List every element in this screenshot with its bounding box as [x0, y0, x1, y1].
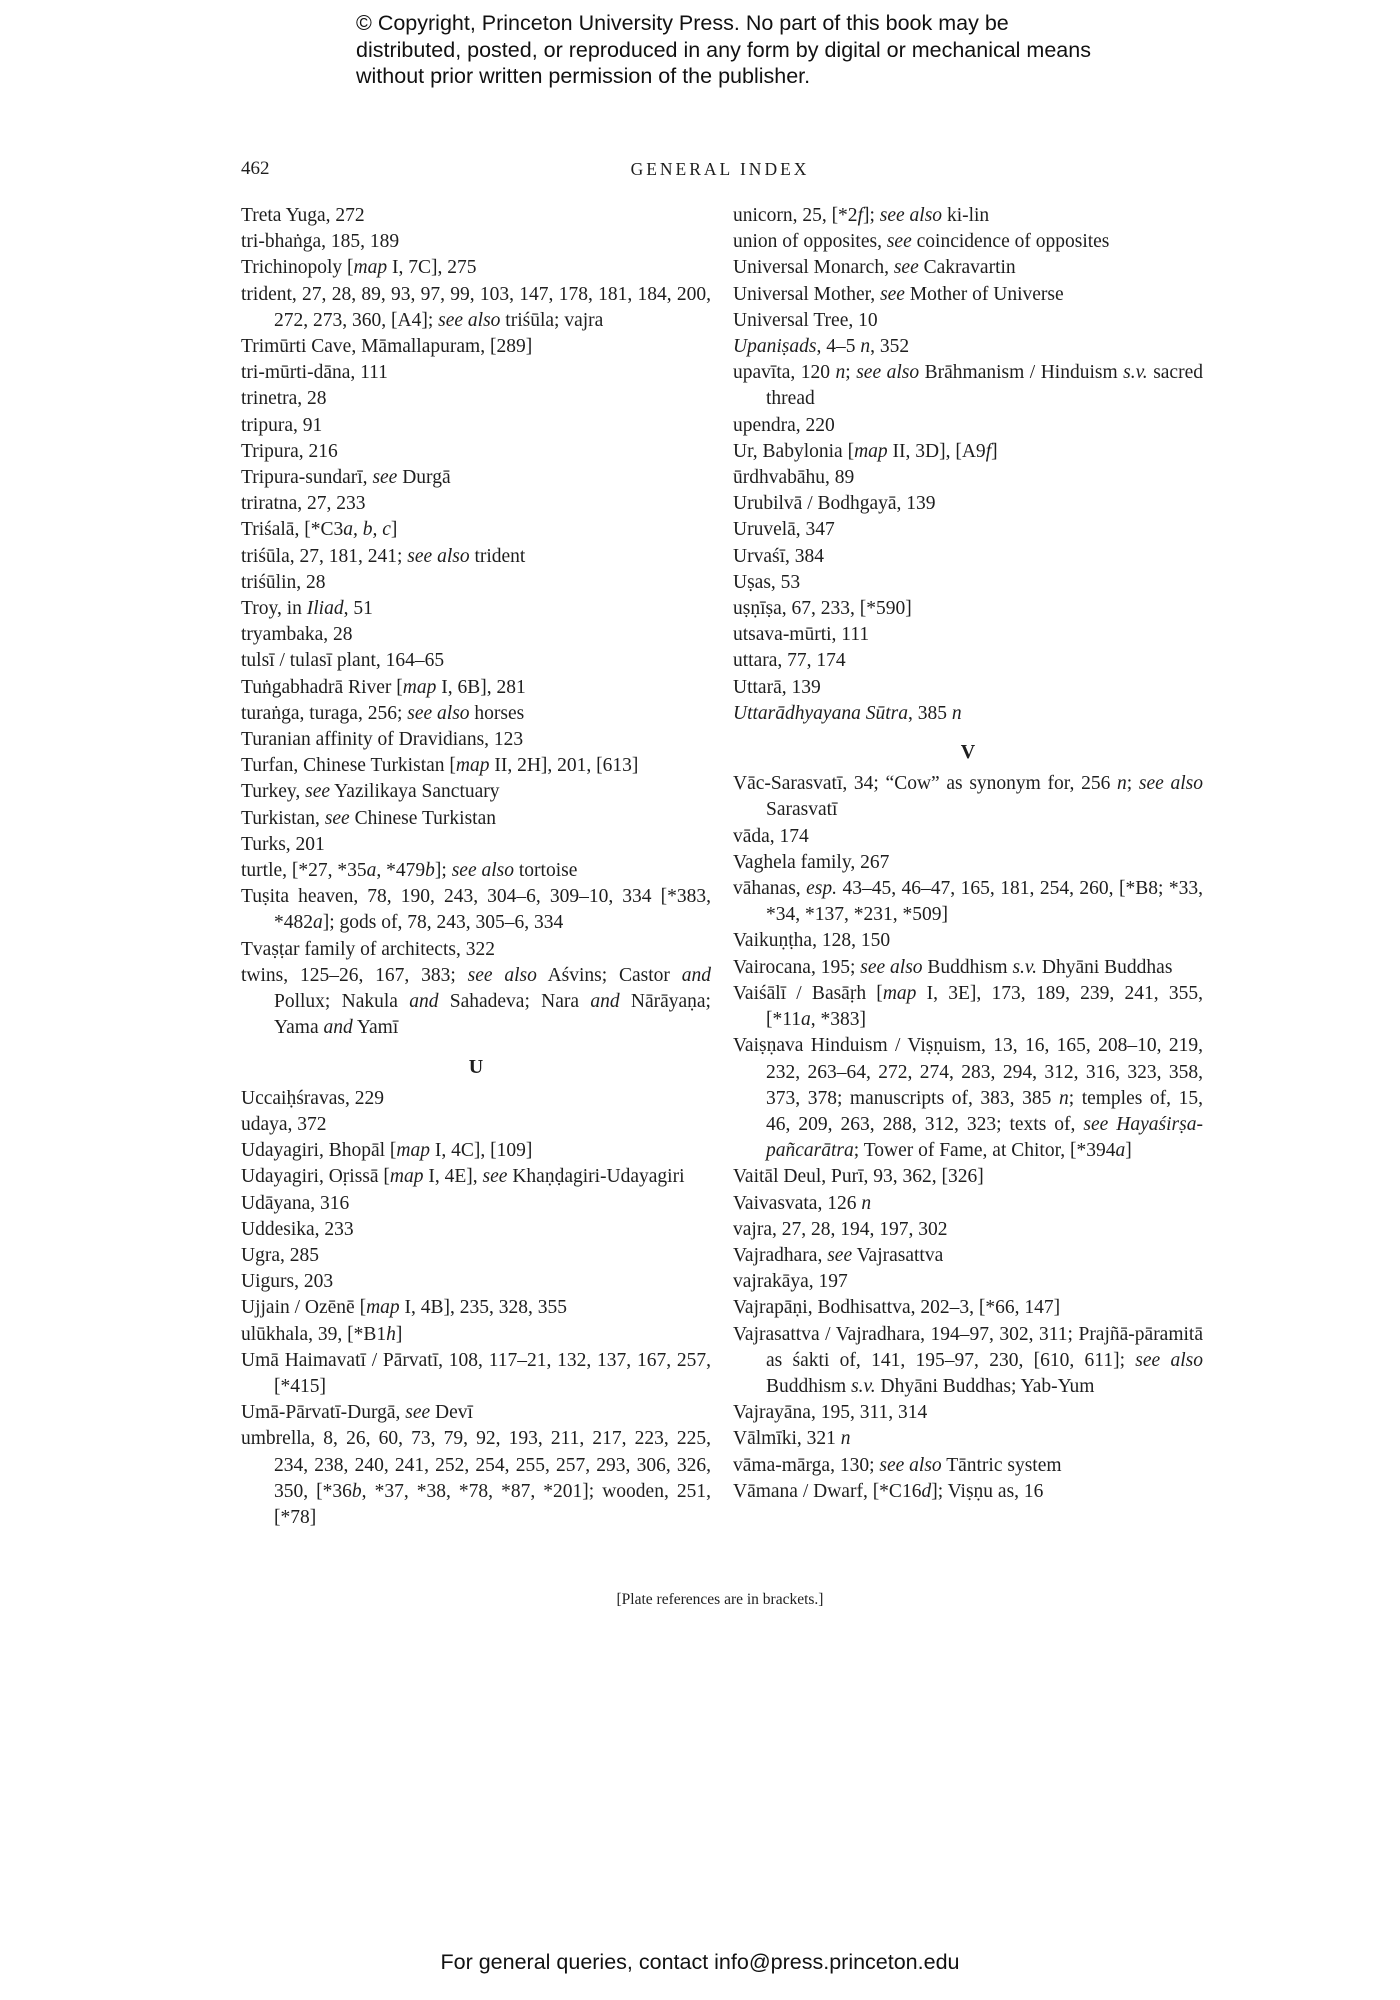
index-entry	[241, 596, 711, 622]
entry-text: uttara, 77, 174	[733, 650, 846, 672]
index-entry	[241, 779, 711, 805]
copyright-notice: © Copyright, Princeton University Press. No part of this book may be distributed, posted, or reproduced in any form by digital or mechanical means without prior written permission of the publisher.	[356, 11, 1091, 88]
entry-text: Vaitāl Deul, Purī, 93, 362, [326]	[733, 1166, 984, 1188]
entry-text: II, 3D], [A9	[887, 440, 986, 462]
index-entry	[733, 1295, 1203, 1321]
entry-text: a	[313, 912, 323, 934]
page-number: 462	[241, 158, 270, 179]
entry-text: map	[854, 440, 888, 462]
entry-text: Ur, Babylonia [	[733, 440, 855, 462]
entry-text: upendra, 220	[733, 414, 835, 436]
entry-text: Tuṣita heaven, 78, 190, 243, 304–6, 309–10, 334 [*383, *482	[241, 886, 711, 934]
entry-text: Vālmīki, 321	[733, 1428, 841, 1450]
index-entry	[733, 334, 1203, 360]
section-letter	[241, 1054, 711, 1080]
entry-text: see also	[467, 964, 537, 986]
entry-text: see also	[407, 702, 470, 724]
entry-text: ulūkhala, 39, [*B1	[241, 1323, 387, 1345]
entry-text: Mother of Universe	[904, 283, 1064, 305]
index-entry	[241, 465, 711, 491]
index-entry	[241, 832, 711, 858]
index-entry	[733, 255, 1203, 281]
index-entry	[241, 1191, 711, 1217]
entry-text: map	[402, 676, 437, 698]
entry-text: tri-bhaṅga, 185, 189	[241, 231, 400, 253]
index-entry	[733, 1164, 1203, 1190]
index-entry	[733, 465, 1203, 491]
index-entry	[241, 727, 711, 753]
index-entry	[241, 544, 711, 570]
index-entry	[241, 386, 711, 412]
entry-text: trident, 27, 28, 89, 93, 97, 99, 103, 147, 178, 181, 184, 200, 272, 273, 360, [A4];	[241, 283, 711, 331]
index-column-left	[241, 203, 711, 1531]
entry-text: map	[389, 1166, 424, 1188]
entry-text: triśūla; vajra	[500, 309, 604, 331]
entry-text: Vāc-Sarasvatī, 34; “Cow” as synonym for, 256	[733, 773, 1118, 795]
entry-text: Uttarā, 139	[733, 676, 821, 698]
index-entry	[733, 517, 1203, 543]
entry-text: n	[840, 1428, 851, 1450]
index-entry	[733, 413, 1203, 439]
entry-text: map	[882, 982, 917, 1004]
entry-text: see	[405, 1402, 431, 1424]
entry-text: s.v.	[851, 1375, 876, 1397]
index-entry	[733, 1269, 1203, 1295]
entry-text: ; Tower of Fame, at Chitor, [*394	[853, 1140, 1116, 1162]
entry-text: turtle, [*27, *35	[241, 860, 367, 882]
entry-text: Universal Monarch,	[733, 257, 894, 279]
entry-text: uṣṇīṣa, 67, 233, [*590]	[733, 598, 912, 620]
index-entry	[241, 1295, 711, 1321]
entry-text: h	[386, 1323, 396, 1345]
entry-text: Turfan, Chinese Turkistan [	[241, 755, 456, 777]
entry-text: see	[372, 467, 398, 489]
entry-text: Brāhmanism / Hinduism	[919, 362, 1124, 384]
entry-text: a	[801, 1009, 811, 1031]
index-entry	[241, 255, 711, 281]
entry-text: Vaiṣṇava Hinduism / Viṣṇuism, 13, 16, 165, 208–10, 219, 232, 263–64, 272, 274, 283, 294, 312, 316, 323, 358, 373, 378; manuscripts of, 383, 385	[733, 1035, 1203, 1109]
entry-text: ki-lin	[942, 205, 990, 226]
entry-text: Ugra, 285	[241, 1244, 319, 1266]
entry-text: see	[886, 231, 912, 253]
entry-text: map	[396, 1140, 431, 1162]
entry-text: Buddhism	[766, 1375, 852, 1397]
entry-text: Vajrasattva	[852, 1244, 944, 1266]
entry-text: ]	[390, 519, 398, 541]
entry-text: Ujjain / Ozēnē [	[241, 1297, 367, 1319]
entry-text: Trimūrti Cave, Māmallapuram, [289]	[241, 336, 533, 358]
index-entry	[241, 937, 711, 963]
entry-text: I, 4B], 235, 328, 355	[399, 1297, 568, 1319]
entry-text: a	[366, 860, 377, 882]
entry-text: tulsī / tulasī plant, 164–65	[241, 650, 445, 672]
entry-text: Dhyāni Buddhas; Yab-Yum	[875, 1375, 1095, 1397]
index-entry	[733, 675, 1203, 701]
index-entry	[241, 570, 711, 596]
index-entry	[241, 334, 711, 360]
entry-text: turaṅga, turaga, 256;	[241, 702, 408, 724]
contact-footer: For general queries, contact info@press.princeton.edu	[440, 1950, 960, 1974]
entry-text: Yamī	[352, 1017, 399, 1039]
entry-text: Urvaśī, 384	[733, 545, 824, 567]
index-entry	[733, 596, 1203, 622]
index-entry	[241, 413, 711, 439]
entry-text: Vaikuṇṭha, 128, 150	[733, 930, 891, 952]
entry-text: Tripura-sundarī,	[241, 467, 373, 489]
entry-text: Uigurs, 203	[241, 1271, 334, 1293]
entry-text: , 385	[907, 702, 952, 724]
entry-text: Buddhism	[922, 956, 1013, 978]
entry-text: see also	[1138, 773, 1204, 795]
index-entry	[241, 491, 711, 517]
entry-text: union of opposites,	[733, 231, 887, 253]
plate-references-note: [Plate references are in brackets.]	[616, 1591, 824, 1608]
entry-text: coincidence of opposites	[911, 231, 1110, 253]
index-entry	[241, 439, 711, 465]
entry-text: see also	[438, 309, 501, 331]
entry-text: Troy, in	[241, 598, 307, 620]
entry-text: U	[468, 1055, 484, 1078]
entry-text: tryambaka, 28	[241, 624, 353, 646]
index-entry	[241, 282, 711, 334]
entry-text: b	[425, 860, 435, 882]
index-entry	[733, 1400, 1203, 1426]
entry-text: Vajrayāna, 195, 311, 314	[733, 1402, 928, 1424]
index-entry	[241, 1164, 711, 1190]
entry-text: ]	[991, 440, 998, 462]
entry-text: V	[960, 741, 976, 764]
entry-text: Tāntric system	[941, 1454, 1062, 1476]
index-entry	[733, 1191, 1203, 1217]
entry-text: ;	[845, 362, 857, 384]
entry-text: triśūlin, 28	[241, 571, 326, 593]
index-entry	[241, 858, 711, 884]
entry-text: Vaiśālī / Basāṛh [	[733, 982, 883, 1004]
index-entry	[733, 1479, 1203, 1505]
entry-text: , *479	[376, 860, 426, 882]
index-entry	[733, 1033, 1203, 1164]
entry-text: Chinese Turkistan	[349, 807, 496, 829]
entry-text: Khaṇḍagiri-Udayagiri	[507, 1166, 685, 1188]
entry-text: Nārāyaṇa; Yama	[274, 991, 711, 1039]
entry-text: ]	[1125, 1140, 1132, 1162]
entry-text: I, 3E], 173, 189, 239, 241, 355, [*11	[766, 982, 1203, 1031]
entry-text: I, 6B], 281	[436, 676, 526, 698]
index-entry	[241, 203, 711, 229]
entry-text: , *383]	[810, 1009, 867, 1031]
index-entry	[733, 203, 1203, 229]
entry-text: Pollux; Nakula	[274, 991, 410, 1013]
entry-text: triśūla, 27, 181, 241;	[241, 545, 408, 567]
entry-text: ūrdhvabāhu, 89	[733, 467, 855, 489]
entry-text: n	[835, 362, 846, 384]
index-entry	[241, 1243, 711, 1269]
entry-text: Turks, 201	[241, 833, 325, 855]
entry-text: Treta Yuga, 272	[241, 205, 365, 226]
entry-text: vāda, 174	[733, 825, 809, 847]
index-entry	[733, 1217, 1203, 1243]
entry-text: Umā Haimavatī / Pārvatī, 108, 117–21, 132, 137, 167, 257, [*415]	[241, 1349, 711, 1397]
index-entry	[733, 850, 1203, 876]
entry-text: Vāmana / Dwarf, [*C16	[733, 1480, 922, 1502]
index-entry	[733, 876, 1203, 928]
entry-text: Universal Tree, 10	[733, 309, 878, 331]
entry-text: II, 2H], 201, [613]	[489, 755, 639, 777]
entry-text: Tuṅgabhadrā River [	[241, 676, 403, 698]
entry-text: , 51	[343, 598, 373, 620]
entry-text: Tripura, 216	[241, 440, 338, 462]
index-entry	[733, 1453, 1203, 1479]
entry-text: upavīta, 120	[733, 362, 836, 384]
entry-text: ]; Viṣṇu as, 16	[931, 1480, 1044, 1502]
index-entry	[733, 622, 1203, 648]
entry-text: n	[860, 336, 871, 358]
entry-text: see also	[451, 860, 514, 882]
entry-text: Yazilikaya Sanctuary	[330, 781, 500, 803]
entry-text: Iliad	[306, 598, 344, 620]
entry-text: n	[951, 702, 962, 724]
entry-text: vāma-mārga, 130;	[733, 1454, 880, 1476]
index-entry	[733, 1426, 1203, 1452]
entry-text: , 352	[870, 336, 910, 358]
index-entry	[241, 753, 711, 779]
index-entry	[733, 570, 1203, 596]
index-entry	[241, 622, 711, 648]
index-entry	[241, 963, 711, 1042]
entry-text: trinetra, 28	[241, 388, 327, 410]
index-column-right	[733, 203, 1203, 1505]
index-entry	[241, 1426, 711, 1531]
entry-text: d	[921, 1480, 932, 1502]
entry-text: see also	[879, 205, 943, 226]
entry-text: Uṣas, 53	[733, 571, 801, 593]
entry-text: Durgā	[397, 467, 451, 489]
entry-text: udaya, 372	[241, 1113, 327, 1135]
entry-text: Turkistan,	[241, 807, 325, 829]
index-entry	[733, 1322, 1203, 1401]
entry-text: Tvaṣṭar family of architects, 322	[241, 938, 495, 960]
entry-text: f	[985, 440, 992, 462]
entry-text: see Hayaśirṣa-pañcarātra	[766, 1113, 1203, 1162]
entry-text: Udayagiri, Bhopāl [	[241, 1140, 397, 1162]
index-entry	[241, 360, 711, 386]
entry-text: Uccaiḥśravas, 229	[241, 1087, 384, 1109]
index-entry	[733, 701, 1203, 727]
index-entry	[241, 884, 711, 936]
entry-text: n	[861, 1192, 872, 1214]
entry-text: vāhanas,	[733, 878, 807, 900]
entry-text: tri-mūrti-dāna, 111	[241, 362, 388, 384]
entry-text: n	[1058, 1087, 1069, 1109]
index-entry	[733, 771, 1203, 823]
entry-text: I, 4E],	[423, 1166, 483, 1188]
entry-text: tortoise	[513, 860, 578, 882]
entry-text: , 4–5	[816, 336, 861, 358]
index-entry	[241, 1348, 711, 1400]
entry-text: Turkey,	[241, 781, 306, 803]
entry-text: see	[893, 257, 919, 279]
entry-text: triratna, 27, 233	[241, 493, 366, 515]
index-entry	[733, 824, 1203, 850]
entry-text: ; temples of, 15, 46, 209, 263, 288, 312, 323; texts of,	[766, 1087, 1203, 1135]
index-entry	[733, 648, 1203, 674]
entry-text: Urubilvā / Bodhgayā, 139	[733, 493, 936, 515]
entry-text: Vajradhara,	[733, 1244, 828, 1266]
index-entry	[241, 675, 711, 701]
entry-text: Vaghela family, 267	[733, 851, 890, 873]
entry-text: Sahadeva; Nara	[438, 991, 591, 1013]
entry-text: I, 7C], 275	[387, 257, 477, 279]
entry-text: see also	[856, 362, 920, 384]
entry-text: and	[681, 964, 711, 986]
entry-text: I, 4C], [109]	[430, 1140, 533, 1162]
entry-text: 43–45, 46–47, 165, 181, 254, 260, [*B8; *33, *34, *137, *231, *509]	[766, 878, 1203, 926]
entry-text: n	[1117, 773, 1127, 795]
entry-text: ];	[862, 205, 880, 226]
index-entry	[241, 1138, 711, 1164]
entry-text: s.v.	[1123, 362, 1148, 384]
entry-text: and	[323, 1017, 353, 1039]
index-entry	[241, 648, 711, 674]
entry-text: a	[1115, 1140, 1126, 1162]
entry-text: ]	[395, 1323, 403, 1345]
entry-text: Universal Mother,	[733, 283, 881, 305]
entry-text: map	[353, 257, 388, 279]
index-entry	[241, 701, 711, 727]
entry-text: Vairocana, 195;	[733, 956, 861, 978]
index-entry	[733, 491, 1203, 517]
entry-text: map	[455, 755, 490, 777]
entry-text: see also	[407, 545, 470, 567]
entry-text: see	[482, 1166, 508, 1188]
index-entry	[241, 1400, 711, 1426]
entry-text: horses	[469, 702, 525, 724]
index-entry	[733, 282, 1203, 308]
entry-text: Umā-Pārvatī-Durgā,	[241, 1402, 406, 1424]
index-entry	[241, 1112, 711, 1138]
entry-text: Vajrapāṇi, Bodhisattva, 202–3, [*66, 147]	[733, 1297, 1061, 1319]
entry-text: and	[409, 991, 439, 1013]
running-head: GENERAL INDEX	[630, 159, 810, 179]
index-entry	[241, 229, 711, 255]
entry-text: ]; gods of, 78, 243, 305–6, 334	[322, 912, 564, 934]
entry-text: Uttarādhyayana Sūtra	[733, 702, 908, 724]
entry-text: b	[351, 1480, 362, 1502]
entry-text: see also	[1135, 1349, 1204, 1371]
entry-text: Sarasvatī	[766, 799, 838, 821]
entry-text: see	[827, 1244, 853, 1266]
entry-text: Uddesika, 233	[241, 1218, 354, 1240]
entry-text: Triśalā, [*C3	[241, 519, 344, 541]
entry-text: ];	[434, 860, 452, 882]
entry-text: f	[857, 205, 863, 226]
index-entry	[241, 806, 711, 832]
index-entry	[733, 439, 1203, 465]
entry-text: umbrella, 8, 26, 60, 73, 79, 92, 193, 211, 217, 223, 225, 234, 238, 240, 241, 252, 254, 255, 257, 293, 306, 326, 350, [*36	[241, 1428, 711, 1502]
index-entry	[241, 1269, 711, 1295]
index-entry	[733, 360, 1203, 412]
index-entry	[241, 1086, 711, 1112]
entry-text: Devī	[430, 1402, 473, 1424]
entry-text: a, b, c	[343, 519, 391, 541]
section-letter	[733, 739, 1203, 765]
index-entry	[733, 229, 1203, 255]
entry-text: see	[324, 807, 350, 829]
index-entry	[733, 1243, 1203, 1269]
entry-text: see	[880, 283, 905, 305]
entry-text: esp.	[806, 878, 838, 900]
entry-text: vajrakāya, 197	[733, 1271, 848, 1293]
entry-text: utsava-mūrti, 111	[733, 624, 870, 646]
entry-text: Vaivasvata, 126	[733, 1192, 862, 1214]
entry-text: see	[305, 781, 331, 803]
index-entry	[733, 544, 1203, 570]
entry-text: sacred thread	[766, 362, 1203, 410]
entry-text: ;	[1126, 773, 1139, 795]
entry-text: tripura, 91	[241, 414, 323, 436]
entry-text: Trichinopoly [	[241, 257, 354, 279]
entry-text: vajra, 27, 28, 194, 197, 302	[733, 1218, 948, 1240]
index-entry	[241, 1217, 711, 1243]
index-entry	[733, 308, 1203, 334]
index-entry	[733, 955, 1203, 981]
entry-text: unicorn, 25, [*2	[733, 205, 858, 226]
index-entry	[733, 928, 1203, 954]
entry-text: Turanian affinity of Dravidians, 123	[241, 729, 524, 751]
entry-text: Uruvelā, 347	[733, 519, 835, 541]
entry-text: Aśvins; Castor	[536, 964, 682, 986]
entry-text: Dhyāni Buddhas	[1037, 956, 1173, 978]
index-entry	[241, 517, 711, 543]
entry-text: Upaniṣads	[733, 336, 817, 358]
entry-text: Cakravartin	[918, 257, 1016, 279]
entry-text: and	[590, 991, 620, 1013]
entry-text: see also	[879, 1454, 942, 1476]
entry-text: Udayagiri, Oṛissā [	[241, 1166, 390, 1188]
index-entry	[733, 981, 1203, 1033]
entry-text: Udāyana, 316	[241, 1192, 350, 1214]
entry-text: map	[366, 1297, 400, 1319]
entry-text: Vajrasattva / Vajradhara, 194–97, 302, 311; Prajñā-pāramitā as śakti of, 141, 195–97, 230, [610, 611];	[733, 1323, 1203, 1371]
index-entry	[241, 1322, 711, 1348]
entry-text: s.v.	[1012, 956, 1038, 978]
entry-text: see also	[860, 956, 923, 978]
entry-text: twins, 125–26, 167, 383;	[241, 964, 468, 986]
entry-text: trident	[469, 545, 526, 567]
entry-text: , *37, *38, *78, *87, *201]; wooden, 251, [*78]	[274, 1480, 711, 1528]
